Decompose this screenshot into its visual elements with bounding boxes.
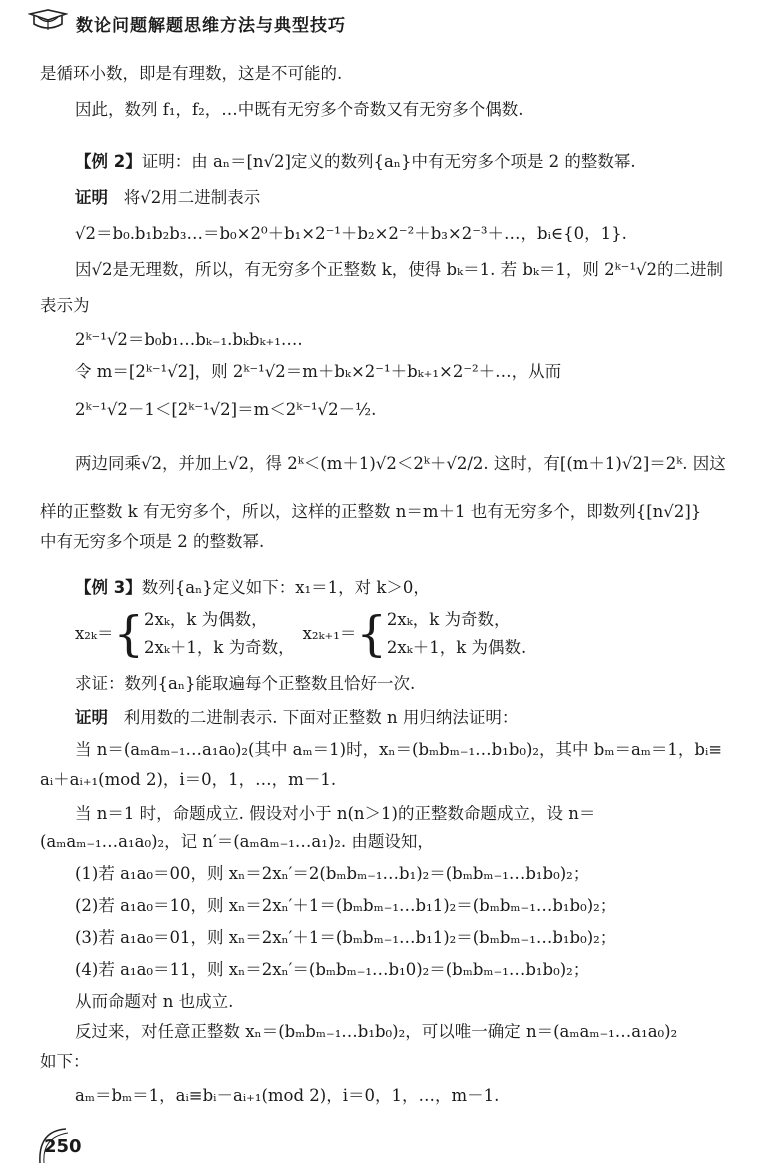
proof-line <box>75 706 518 730</box>
equation: 2ᵏ⁻¹√2＝b₀b₁…bₖ₋₁.bₖbₖ₊₁…. <box>75 330 303 349</box>
text-line: aᵢ＋aᵢ₊₁(mod 2)，i＝0，1，…，m－1. <box>40 770 337 789</box>
proof-label: 证明 <box>75 708 108 727</box>
text-line: 当 n＝(aₘaₘ₋₁…a₁a₀)₂(其中 aₘ＝1)时，xₙ＝(bₘbₘ₋₁…b₁b₀)₂，其中 bₘ＝aₘ＝1，bᵢ≡ <box>75 740 723 759</box>
case-left-lhs: x₂ₖ＝ <box>75 624 114 643</box>
text-line: 表示为 <box>40 296 90 315</box>
case-line: 2xₖ＋1，k 为奇数， <box>144 638 295 657</box>
case-item: (3)若 a₁a₀＝01，则 xₙ＝2xₙ′＋1＝(bₘbₘ₋₁…b₁1)₂＝(bₘbₘ₋₁…b₁b₀)₂； <box>75 928 617 947</box>
case-right-list <box>387 606 526 662</box>
case-line: 2xₖ，k 为奇数， <box>386 610 511 629</box>
equation: aₘ＝bₘ＝1，aᵢ≡bᵢ－aᵢ₊₁(mod 2)，i＝0，1，…，m－1. <box>75 1086 500 1105</box>
page-header <box>28 8 346 38</box>
text-line: 因此，数列 f₁，f₂，…中既有无穷多个奇数又有无穷多个偶数. <box>75 100 524 119</box>
example-3-heading <box>75 576 430 600</box>
proof-line <box>75 186 260 210</box>
example-label: 【例 2】 <box>75 152 142 171</box>
text-line: 从而命题对 n 也成立. <box>75 992 234 1011</box>
equation: √2＝b₀.b₁b₂b₃…＝b₀×2⁰＋b₁×2⁻¹＋b₂×2⁻²＋b₃×2⁻³＋…，bᵢ∈{0，1}. <box>75 224 627 243</box>
proof-label: 证明 <box>75 188 108 207</box>
text-line: (aₘaₘ₋₁…a₁a₀)₂，记 n′＝(aₘaₘ₋₁…a₁)₂. 由题设知， <box>40 832 434 851</box>
text-line: 令 m＝[2ᵏ⁻¹√2]，则 2ᵏ⁻¹√2＝m＋bₖ×2⁻¹＋bₖ₊₁×2⁻²＋…，从而 <box>75 362 562 381</box>
left-brace-icon: { <box>356 606 387 662</box>
text-line: 中有无穷多个项是 2 的整数幂. <box>40 532 265 551</box>
equation: 2ᵏ⁻¹√2－1＜[2ᵏ⁻¹√2]＝m＜2ᵏ⁻¹√2－½. <box>75 400 377 419</box>
text-line: 是循环小数，即是有理数，这是不可能的. <box>40 64 343 83</box>
case-line: 2xₖ＋1，k 为偶数. <box>386 638 527 657</box>
case-item: (1)若 a₁a₀＝00，则 xₙ＝2xₙ′＝2(bₘbₘ₋₁…b₁)₂＝(bₘbₘ₋₁…b₁b₀)₂； <box>75 864 590 883</box>
text-line: 因√2是无理数，所以，有无穷多个正整数 k，使得 bₖ＝1. 若 bₖ＝1，则 2ᵏ⁻¹√2的二进制 <box>75 260 723 279</box>
text-line: 样的正整数 k 有无穷多个，所以，这样的正整数 n＝m＋1 也有无穷多个，即数列{[n√2]} <box>40 502 702 521</box>
piecewise-definition <box>75 606 526 662</box>
page-number: 250 <box>44 1136 82 1157</box>
proof-text: 将√2用二进制表示 <box>123 188 261 207</box>
case-left-list <box>144 606 295 662</box>
text-line: 求证：数列{aₙ}能取遍每个正整数且恰好一次. <box>75 674 416 693</box>
example-label: 【例 3】 <box>75 578 142 597</box>
left-brace-icon: { <box>113 606 144 662</box>
example-2-heading <box>75 150 636 174</box>
book-logo-icon <box>28 8 68 38</box>
text-line: 反过来，对任意正整数 xₙ＝(bₘbₘ₋₁…b₁b₀)₂，可以唯一确定 n＝(aₘaₘ₋₁…a₁a₀)₂ <box>75 1022 678 1041</box>
case-item: (4)若 a₁a₀＝11，则 xₙ＝2xₙ′＝(bₘbₘ₋₁…b₁0)₂＝(bₘbₘ₋₁…b₁b₀)₂； <box>75 960 590 979</box>
case-item: (2)若 a₁a₀＝10，则 xₙ＝2xₙ′＋1＝(bₘbₘ₋₁…b₁1)₂＝(bₘbₘ₋₁…b₁b₀)₂； <box>75 896 617 915</box>
header-title: 数论问题解题思维方法与典型技巧 <box>76 15 346 36</box>
case-line: 2xₖ，k 为偶数， <box>144 610 268 629</box>
case-right-lhs: x₂ₖ₊₁＝ <box>302 624 357 643</box>
proof-text: 利用数的二进制表示. 下面对正整数 n 用归纳法证明： <box>123 708 519 727</box>
text-line: 如下： <box>40 1052 90 1071</box>
text-line: 当 n＝1 时，命题成立. 假设对小于 n(n＞1)的正整数命题成立，设 n＝ <box>75 804 596 823</box>
example-text: 数列{aₙ}定义如下：x₁＝1，对 k＞0， <box>141 578 430 597</box>
text-line: 两边同乘√2，并加上√2，得 2ᵏ＜(m＋1)√2＜2ᵏ＋√2/2. 这时，有[(m＋1)√2]＝2ᵏ. 因这 <box>75 454 726 473</box>
example-text: 证明：由 aₙ＝[n√2]定义的数列{aₙ}中有无穷多个项是 2 的整数幂. <box>141 152 636 171</box>
